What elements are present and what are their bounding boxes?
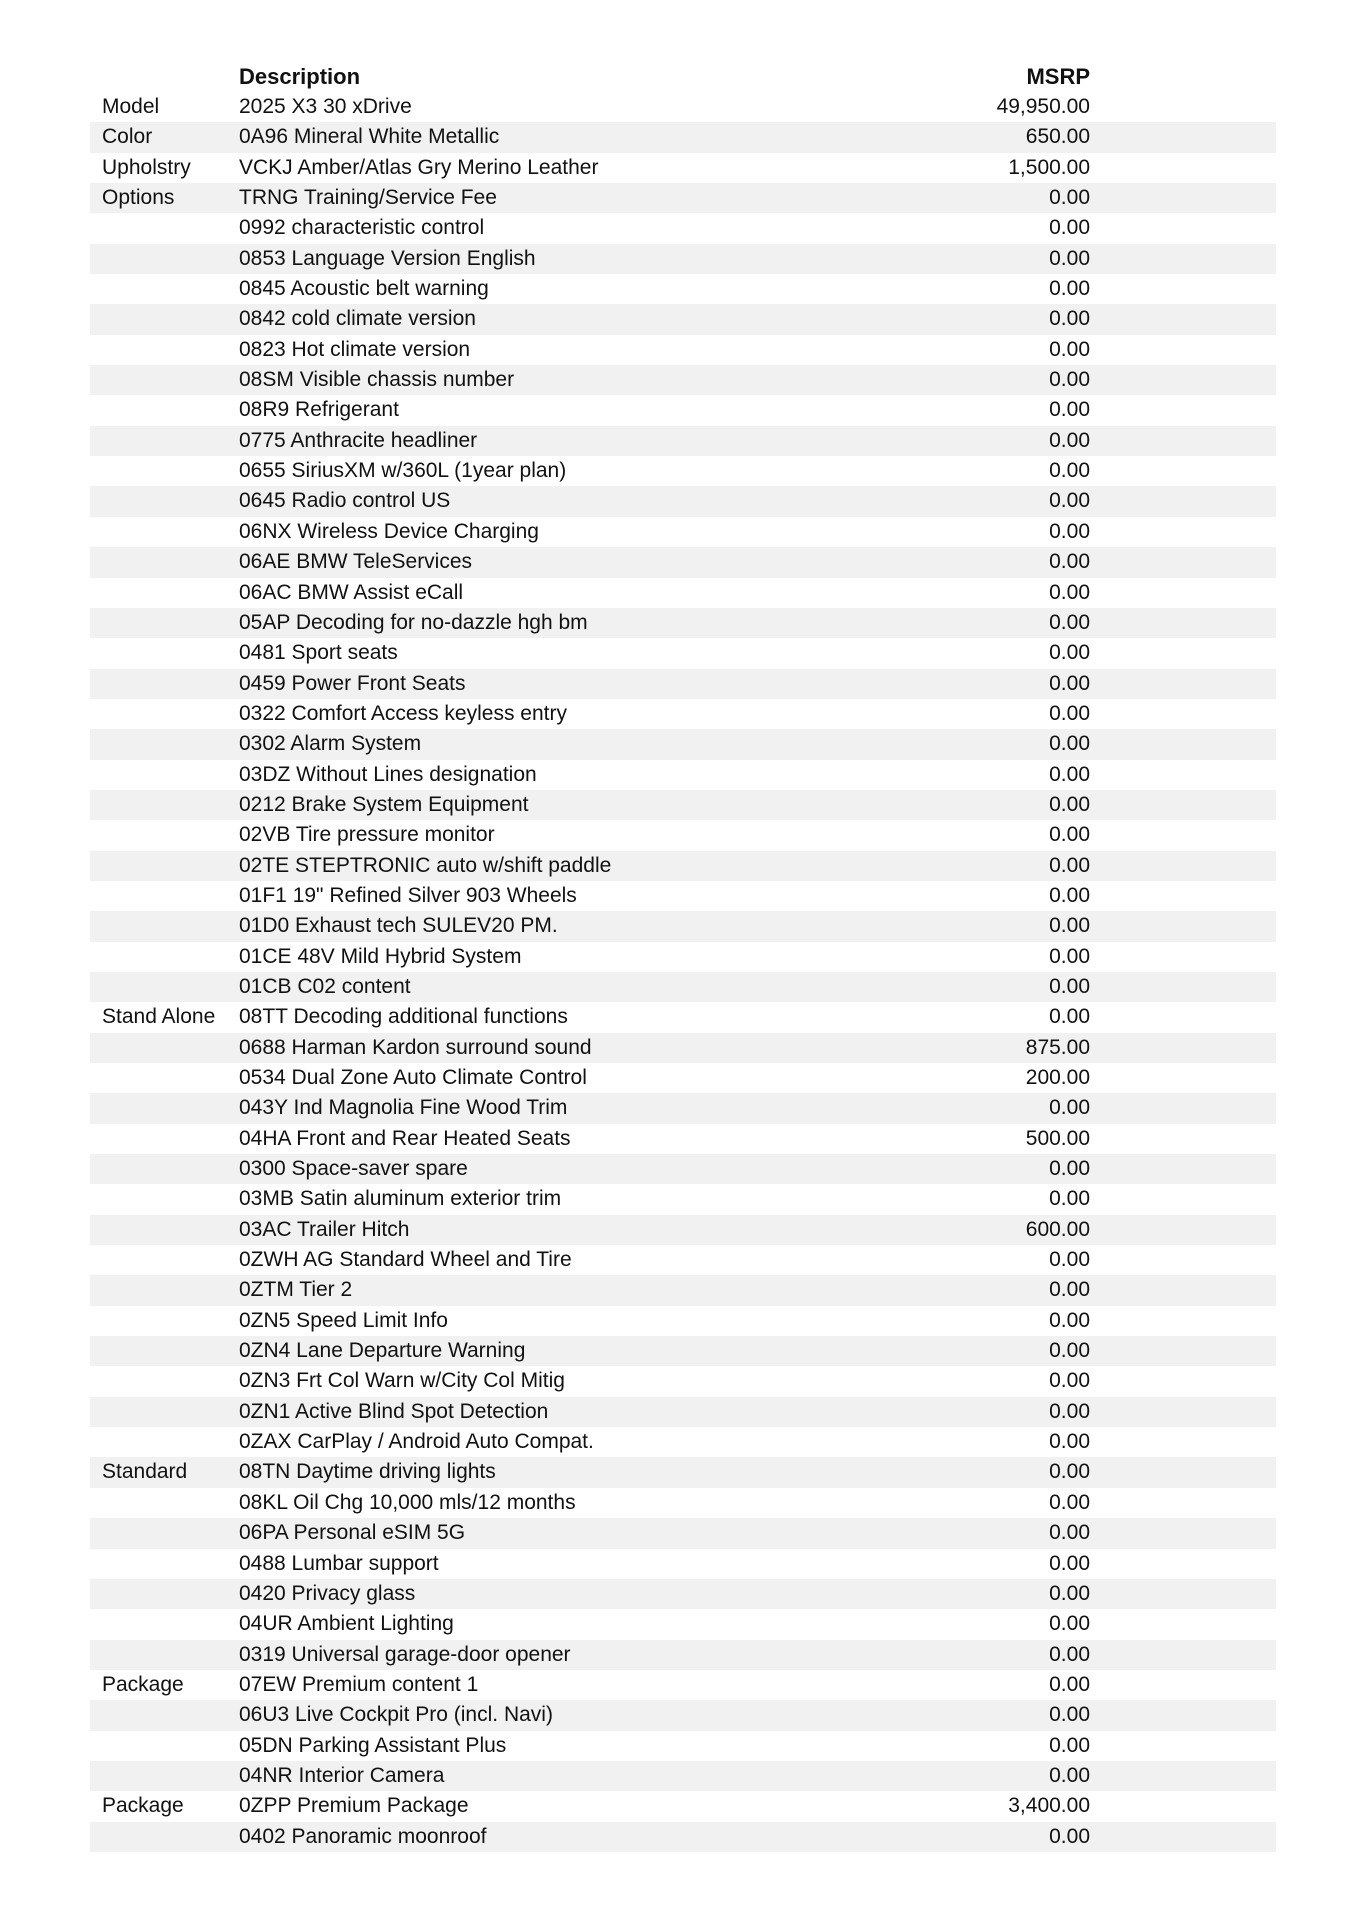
row-msrp: 0.00	[1049, 1672, 1090, 1696]
row-description: 05AP Decoding for no-dazzle hgh bm	[239, 610, 588, 634]
row-msrp: 0.00	[1049, 1703, 1090, 1727]
table-row	[90, 365, 1276, 395]
row-msrp: 0.00	[1049, 1339, 1090, 1363]
row-description: 0302 Alarm System	[239, 732, 422, 756]
table-row	[90, 395, 1276, 425]
table-row	[90, 1124, 1276, 1154]
row-msrp: 0.00	[1049, 823, 1090, 847]
row-description: 04UR Ambient Lighting	[239, 1612, 454, 1636]
row-description: 0481 Sport seats	[239, 641, 398, 665]
table-row	[90, 1154, 1276, 1184]
table-row	[90, 790, 1276, 820]
price-sheet	[90, 62, 1276, 1852]
row-description: 0ZN1 Active Blind Spot Detection	[239, 1399, 549, 1423]
row-msrp: 0.00	[1049, 550, 1090, 574]
row-msrp: 0.00	[1049, 307, 1090, 331]
table-row	[90, 760, 1276, 790]
row-msrp: 0.00	[1049, 277, 1090, 301]
table-row	[90, 1640, 1276, 1670]
row-description: 0459 Power Front Seats	[239, 671, 466, 695]
row-description: 05DN Parking Assistant Plus	[239, 1733, 507, 1757]
row-msrp: 0.00	[1049, 914, 1090, 938]
row-description: 2025 X3 30 xDrive	[239, 95, 412, 118]
row-category: Package	[102, 1672, 184, 1696]
row-description: 0402 Panoramic moonroof	[239, 1824, 487, 1848]
row-msrp: 0.00	[1049, 641, 1090, 665]
row-description: 0655 SiriusXM w/360L (1year plan)	[239, 459, 567, 483]
row-msrp: 0.00	[1049, 1612, 1090, 1636]
table-row	[90, 942, 1276, 972]
table-row	[90, 426, 1276, 456]
table-row	[90, 1245, 1276, 1275]
row-description: 0A96 Mineral White Metallic	[239, 125, 500, 149]
table-row	[90, 851, 1276, 881]
row-msrp: 0.00	[1049, 1521, 1090, 1545]
table-row	[90, 729, 1276, 759]
row-msrp: 0.00	[1049, 944, 1090, 968]
table-row	[90, 1002, 1276, 1032]
row-description: 08TT Decoding additional functions	[239, 1005, 568, 1029]
row-msrp: 0.00	[1049, 1308, 1090, 1332]
row-description: 043Y Ind Magnolia Fine Wood Trim	[239, 1096, 568, 1120]
row-msrp: 0.00	[1049, 580, 1090, 604]
row-description: 0853 Language Version English	[239, 246, 536, 270]
row-description: 07EW Premium content 1	[239, 1672, 479, 1696]
row-msrp: 0.00	[1049, 671, 1090, 695]
table-row	[90, 335, 1276, 365]
row-msrp: 0.00	[1049, 1733, 1090, 1757]
table-row	[90, 304, 1276, 334]
row-description: 03DZ Without Lines designation	[239, 762, 537, 786]
table-row	[90, 1427, 1276, 1457]
row-msrp: 0.00	[1049, 519, 1090, 543]
table-row	[90, 820, 1276, 850]
table-row	[90, 1306, 1276, 1336]
row-description: 06U3 Live Cockpit Pro (incl. Navi)	[239, 1703, 553, 1727]
row-description: 06AC BMW Assist eCall	[239, 580, 464, 604]
table-row	[90, 578, 1276, 608]
table-row	[90, 669, 1276, 699]
row-description: 01D0 Exhaust tech SULEV20 PM.	[239, 914, 558, 938]
row-msrp: 500.00	[1025, 1126, 1090, 1150]
row-msrp: 0.00	[1049, 1248, 1090, 1272]
row-category: Model	[102, 95, 160, 118]
row-description: 0992 characteristic control	[239, 216, 485, 240]
row-description: 0775 Anthracite headliner	[239, 428, 478, 452]
row-msrp: 0.00	[1049, 974, 1090, 998]
row-category: Stand Alone	[102, 1005, 216, 1029]
table-row	[90, 486, 1276, 516]
table-row	[90, 1184, 1276, 1214]
row-description: 01CB C02 content	[239, 974, 411, 998]
table-row	[90, 1518, 1276, 1548]
row-msrp: 0.00	[1049, 1430, 1090, 1454]
row-description: 06PA Personal eSIM 5G	[239, 1521, 466, 1545]
row-msrp: 0.00	[1049, 1278, 1090, 1302]
row-msrp: 0.00	[1049, 701, 1090, 725]
table-row	[90, 1457, 1276, 1487]
table-row	[90, 1822, 1276, 1852]
row-description: 06NX Wireless Device Charging	[239, 519, 539, 543]
row-msrp: 0.00	[1049, 732, 1090, 756]
table-row	[90, 1366, 1276, 1396]
table-row	[90, 213, 1276, 243]
row-description: 0ZTM Tier 2	[239, 1278, 353, 1302]
row-msrp: 0.00	[1049, 1551, 1090, 1575]
table-row	[90, 122, 1276, 152]
row-description: 0420 Privacy glass	[239, 1581, 416, 1605]
row-category: Color	[102, 125, 153, 149]
table-row	[90, 972, 1276, 1002]
row-msrp: 3,400.00	[1008, 1794, 1090, 1818]
row-description: 0322 Comfort Access keyless entry	[239, 701, 567, 725]
row-msrp: 0.00	[1049, 398, 1090, 422]
row-msrp: 0.00	[1049, 883, 1090, 907]
row-description: 0ZAX CarPlay / Android Auto Compat.	[239, 1430, 594, 1454]
row-description: 0688 Harman Kardon surround sound	[239, 1035, 592, 1059]
row-msrp: 0.00	[1049, 1824, 1090, 1848]
row-description: 0823 Hot climate version	[239, 337, 471, 361]
row-msrp: 0.00	[1049, 186, 1090, 210]
row-msrp: 600.00	[1025, 1217, 1090, 1241]
row-category: Standard	[102, 1460, 188, 1484]
row-msrp: 0.00	[1049, 1096, 1090, 1120]
row-description: 0ZWH AG Standard Wheel and Tire	[239, 1248, 572, 1272]
table-row	[90, 1549, 1276, 1579]
row-description: 06AE BMW TeleServices	[239, 550, 473, 574]
table-row	[90, 1700, 1276, 1730]
table-row	[90, 1761, 1276, 1791]
row-msrp: 0.00	[1049, 610, 1090, 634]
row-category: Options	[102, 186, 175, 210]
row-description: TRNG Training/Service Fee	[239, 186, 497, 210]
row-msrp: 49,950.00	[996, 95, 1090, 118]
table-row	[90, 547, 1276, 577]
table-row	[90, 1791, 1276, 1821]
description-header: Description	[239, 64, 361, 89]
row-msrp: 0.00	[1049, 1157, 1090, 1181]
row-msrp: 0.00	[1049, 216, 1090, 240]
row-description: 08TN Daytime driving lights	[239, 1460, 496, 1484]
row-description: 08R9 Refrigerant	[239, 398, 399, 422]
table-row	[90, 1488, 1276, 1518]
row-category: Package	[102, 1794, 184, 1818]
table-row	[90, 274, 1276, 304]
row-msrp: 0.00	[1049, 489, 1090, 513]
row-description: 02VB Tire pressure monitor	[239, 823, 495, 847]
row-msrp: 0.00	[1049, 1005, 1090, 1029]
row-description: 0645 Radio control US	[239, 489, 451, 513]
table-row	[90, 1670, 1276, 1700]
row-description: 0488 Lumbar support	[239, 1551, 439, 1575]
table-row	[90, 1397, 1276, 1427]
table-row	[90, 608, 1276, 638]
row-msrp: 0.00	[1049, 1763, 1090, 1787]
row-description: 0842 cold climate version	[239, 307, 476, 331]
row-description: 0ZN3 Frt Col Warn w/City Col Mitig	[239, 1369, 565, 1393]
row-msrp: 0.00	[1049, 368, 1090, 392]
row-msrp: 0.00	[1049, 792, 1090, 816]
table-header	[90, 62, 1276, 92]
row-msrp: 0.00	[1049, 1369, 1090, 1393]
line-items	[90, 92, 1276, 1852]
row-description: 0ZPP Premium Package	[239, 1794, 469, 1818]
table-row	[90, 1093, 1276, 1123]
row-msrp: 0.00	[1049, 459, 1090, 483]
table-row	[90, 183, 1276, 213]
row-description: 0319 Universal garage-door opener	[239, 1642, 571, 1666]
table-row	[90, 153, 1276, 183]
row-msrp: 0.00	[1049, 1187, 1090, 1211]
row-msrp: 0.00	[1049, 1581, 1090, 1605]
table-row	[90, 699, 1276, 729]
row-description: 01F1 19" Refined Silver 903 Wheels	[239, 883, 577, 907]
row-description: 03AC Trailer Hitch	[239, 1217, 410, 1241]
row-msrp: 0.00	[1049, 1642, 1090, 1666]
row-description: 0845 Acoustic belt warning	[239, 277, 489, 301]
table-row	[90, 517, 1276, 547]
row-msrp: 0.00	[1049, 428, 1090, 452]
table-row	[90, 1063, 1276, 1093]
row-description: 0534 Dual Zone Auto Climate Control	[239, 1066, 587, 1089]
table-row	[90, 456, 1276, 486]
row-msrp: 0.00	[1049, 337, 1090, 361]
table-row	[90, 1275, 1276, 1305]
table-row	[90, 244, 1276, 274]
table-row	[90, 1579, 1276, 1609]
row-msrp: 0.00	[1049, 1399, 1090, 1423]
row-msrp: 875.00	[1025, 1035, 1090, 1059]
row-msrp: 0.00	[1049, 762, 1090, 786]
msrp-header: MSRP	[1026, 64, 1090, 89]
row-description: 0ZN5 Speed Limit Info	[239, 1308, 448, 1332]
row-description: 02TE STEPTRONIC auto w/shift paddle	[239, 853, 612, 877]
row-description: 08KL Oil Chg 10,000 mls/12 months	[239, 1490, 576, 1514]
row-description: 04HA Front and Rear Heated Seats	[239, 1126, 571, 1150]
row-msrp: 200.00	[1025, 1066, 1090, 1089]
table-row	[90, 1033, 1276, 1063]
row-description: VCKJ Amber/Atlas Gry Merino Leather	[239, 155, 599, 179]
row-category: Upholstry	[102, 155, 191, 179]
row-msrp: 0.00	[1049, 1460, 1090, 1484]
row-description: 0ZN4 Lane Departure Warning	[239, 1339, 526, 1363]
row-description: 0212 Brake System Equipment	[239, 792, 529, 816]
table-row	[90, 638, 1276, 668]
table-row	[90, 1731, 1276, 1761]
row-msrp: 1,500.00	[1008, 155, 1090, 179]
row-msrp: 0.00	[1049, 246, 1090, 270]
row-msrp: 0.00	[1049, 1490, 1090, 1514]
row-description: 03MB Satin aluminum exterior trim	[239, 1187, 562, 1211]
row-msrp: 0.00	[1049, 853, 1090, 877]
table-row	[90, 911, 1276, 941]
row-description: 04NR Interior Camera	[239, 1763, 445, 1787]
row-msrp: 650.00	[1025, 125, 1090, 149]
table-row	[90, 1336, 1276, 1366]
table-row	[90, 881, 1276, 911]
row-description: 01CE 48V Mild Hybrid System	[239, 944, 522, 968]
table-row	[90, 92, 1276, 122]
row-description: 08SM Visible chassis number	[239, 368, 515, 392]
table-row	[90, 1609, 1276, 1639]
table-row	[90, 1215, 1276, 1245]
row-description: 0300 Space-saver spare	[239, 1157, 468, 1181]
